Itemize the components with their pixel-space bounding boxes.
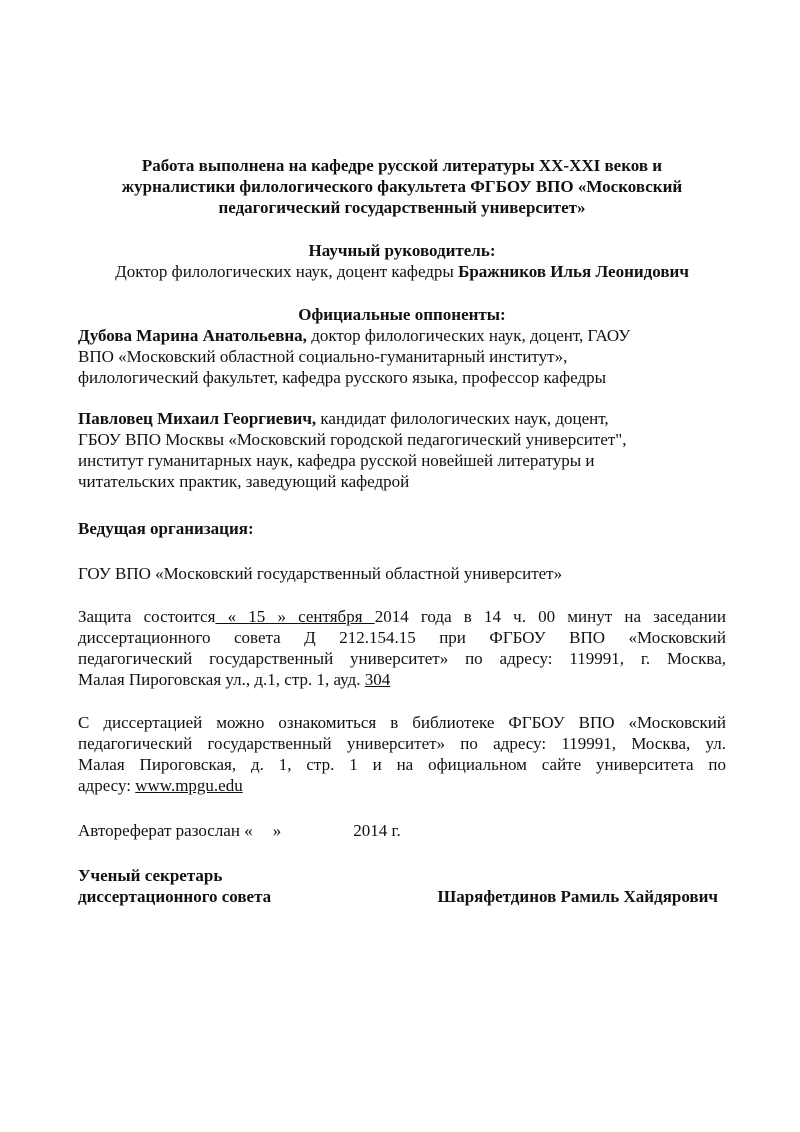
supervisor-section: [78, 240, 726, 282]
supervisor-name: Бражников Илья Леонидович: [458, 262, 689, 281]
opponent-2-line-2: ГБОУ ВПО Москвы «Московский городской педагогический университет",: [78, 430, 627, 449]
defense-section: [78, 606, 726, 690]
supervisor-title: Доктор филологических наук, доцент кафедры: [115, 262, 459, 281]
secretary-signature-row: [78, 886, 726, 907]
library-address-label: адресу:: [78, 776, 136, 795]
work-info-line-3: педагогический государственный университет»: [218, 198, 586, 217]
defense-line-1: [78, 606, 726, 627]
abstract-sent-close-quote: »: [272, 821, 282, 840]
library-line-3: Малая Пироговская, д. 1, стр. 1 и на официальном сайте университета по: [78, 755, 726, 774]
opponent-2-line-4: читательских практик, заведующий кафедрой: [78, 472, 410, 491]
supervisor-heading: Научный руководитель:: [308, 241, 496, 260]
defense-day: « 15 »: [215, 607, 299, 626]
opponent-2-degree: кандидат филологических наук, доцент,: [316, 409, 609, 428]
secretary-title-2: диссертационного совета: [78, 887, 272, 906]
library-line-2: педагогический государственный университет» по адресу: 119991, Москва, ул.: [78, 734, 726, 753]
defense-line-3: педагогический государственный университет» по адресу: 119991, г. Москва,: [78, 649, 726, 668]
opponents-heading: Официальные оппоненты:: [298, 305, 506, 324]
abstract-sent-line: [78, 820, 726, 841]
work-info-heading: [78, 155, 726, 218]
defense-month: сентября: [298, 607, 375, 626]
defense-address: Малая Пироговская ул., д.1, стр. 1, ауд.: [78, 670, 365, 689]
opponent-1-line-3: филологический факультет, кафедра русского языка, профессор кафедры: [78, 368, 607, 387]
abstract-sent-label: Автореферат разослан «: [78, 821, 253, 840]
opponent-2-line-3: институт гуманитарных наук, кафедра русской новейшей литературы и: [78, 451, 595, 470]
library-line-4: [78, 775, 726, 796]
defense-time: 2014 года в 14 ч. 00 минут на заседании: [374, 607, 726, 626]
work-info-line-1: Работа выполнена на кафедре русской литературы XX-XXI веков и: [141, 156, 663, 175]
defense-line-4: [78, 669, 726, 690]
secretary-section: [78, 865, 726, 907]
secretary-name: Шаряфетдинов Рамиль Хайдярович: [437, 887, 718, 906]
university-website-link[interactable]: www.mpgu.edu: [135, 776, 243, 795]
opponent-1-line-1: [78, 325, 726, 346]
defense-room: 304: [364, 670, 391, 689]
document-page: [78, 155, 726, 907]
defense-prefix: Защита состоится: [78, 607, 216, 626]
library-section: [78, 712, 726, 796]
lead-org-heading: Ведущая организация:: [78, 519, 254, 538]
abstract-sent-section: [78, 820, 726, 841]
lead-org-name-block: [78, 563, 726, 584]
opponent-2-name: Павловец Михаил Георгиевич,: [78, 409, 317, 428]
opponent-1-line-2: ВПО «Московский областной социально-гуманитарный институт»,: [78, 347, 568, 366]
supervisor-line: [78, 261, 726, 282]
lead-org-section: [78, 518, 726, 539]
opponent-2-section: [78, 408, 726, 492]
opponent-1-name: Дубова Марина Анатольевна,: [78, 326, 307, 345]
opponents-section: [78, 304, 726, 388]
opponent-2-line-1: [78, 408, 726, 429]
secretary-title-1: Ученый секретарь: [78, 866, 223, 885]
abstract-sent-year: 2014 г.: [353, 821, 401, 840]
library-line-1: С диссертацией можно ознакомиться в библиотеке ФГБОУ ВПО «Московский: [78, 713, 726, 732]
lead-org-name: ГОУ ВПО «Московский государственный областной университет»: [78, 564, 563, 583]
opponent-1-degree: доктор филологических наук, доцент, ГАОУ: [306, 326, 631, 345]
work-info-line-2: журналистики филологического факультета ФГБОУ ВПО «Московский: [121, 177, 683, 196]
defense-line-2: диссертационного совета Д 212.154.15 при ФГБОУ ВПО «Московский: [78, 628, 726, 647]
